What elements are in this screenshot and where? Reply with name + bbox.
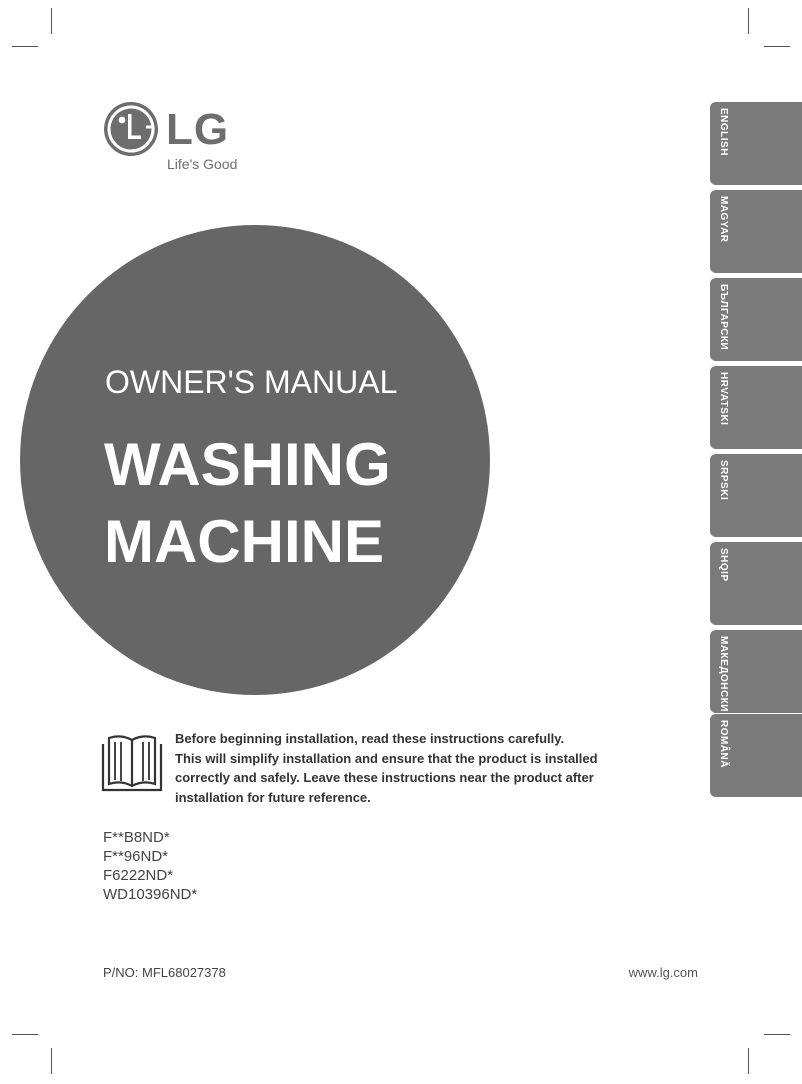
language-tab-croatian[interactable] — [710, 366, 802, 449]
model-list — [103, 828, 197, 904]
language-tab-label: HRVATSKI — [718, 372, 729, 426]
model-number: F6222ND* — [103, 867, 174, 884]
language-tab-albanian[interactable] — [710, 542, 802, 625]
model-number: F**96ND* — [103, 848, 169, 865]
crop-mark — [748, 8, 749, 34]
part-number: P/NO: MFL68027378 — [103, 965, 226, 980]
note-line: correctly and safely. Leave these instructions near the product after — [175, 770, 594, 785]
crop-mark — [764, 1034, 790, 1035]
open-book-icon — [101, 734, 163, 792]
language-tab-label: ROMÂNĂ — [718, 720, 729, 768]
website-link[interactable]: www.lg.com — [628, 965, 698, 980]
crop-mark — [764, 46, 790, 47]
crop-mark — [51, 1048, 52, 1074]
language-tab-bulgarian[interactable] — [710, 278, 802, 361]
language-tab-romanian[interactable] — [710, 714, 802, 797]
language-tab-macedonian[interactable] — [710, 630, 802, 713]
crop-mark — [12, 46, 38, 47]
lg-logo — [102, 100, 262, 180]
language-tab-magyar[interactable] — [710, 190, 802, 273]
brand-tagline: Life's Good — [167, 156, 238, 172]
note-line: installation for future reference. — [175, 789, 371, 805]
crop-mark — [12, 1034, 38, 1035]
language-tab-label: ENGLISH — [718, 108, 729, 156]
product-title-line2: MACHINE — [104, 508, 384, 575]
crop-mark — [51, 8, 52, 34]
language-tab-label: SHQIP — [718, 548, 729, 582]
language-tab-label: SRPSKI — [718, 460, 729, 501]
language-tab-label: МАКЕДОНСКИ — [718, 636, 729, 712]
lg-face-icon — [102, 100, 160, 158]
brand-name: LG — [166, 105, 230, 154]
manual-title: OWNER'S MANUAL — [105, 364, 398, 400]
model-number: F**B8ND* — [103, 829, 170, 846]
language-tab-label: MAGYAR — [718, 196, 729, 243]
language-tab-english[interactable] — [710, 102, 802, 185]
language-tab-serbian[interactable] — [710, 454, 802, 537]
language-tab-label: БЪЛГАРСКИ — [718, 284, 729, 351]
installation-note — [175, 729, 625, 807]
note-line: Before beginning installation, read these instructions carefully. — [175, 731, 565, 746]
model-number: WD10396ND* — [103, 886, 198, 903]
product-title-line1: WASHING — [104, 431, 391, 498]
crop-mark — [748, 1048, 749, 1074]
note-line: This will simplify installation and ensure that the product is installed — [175, 750, 598, 766]
